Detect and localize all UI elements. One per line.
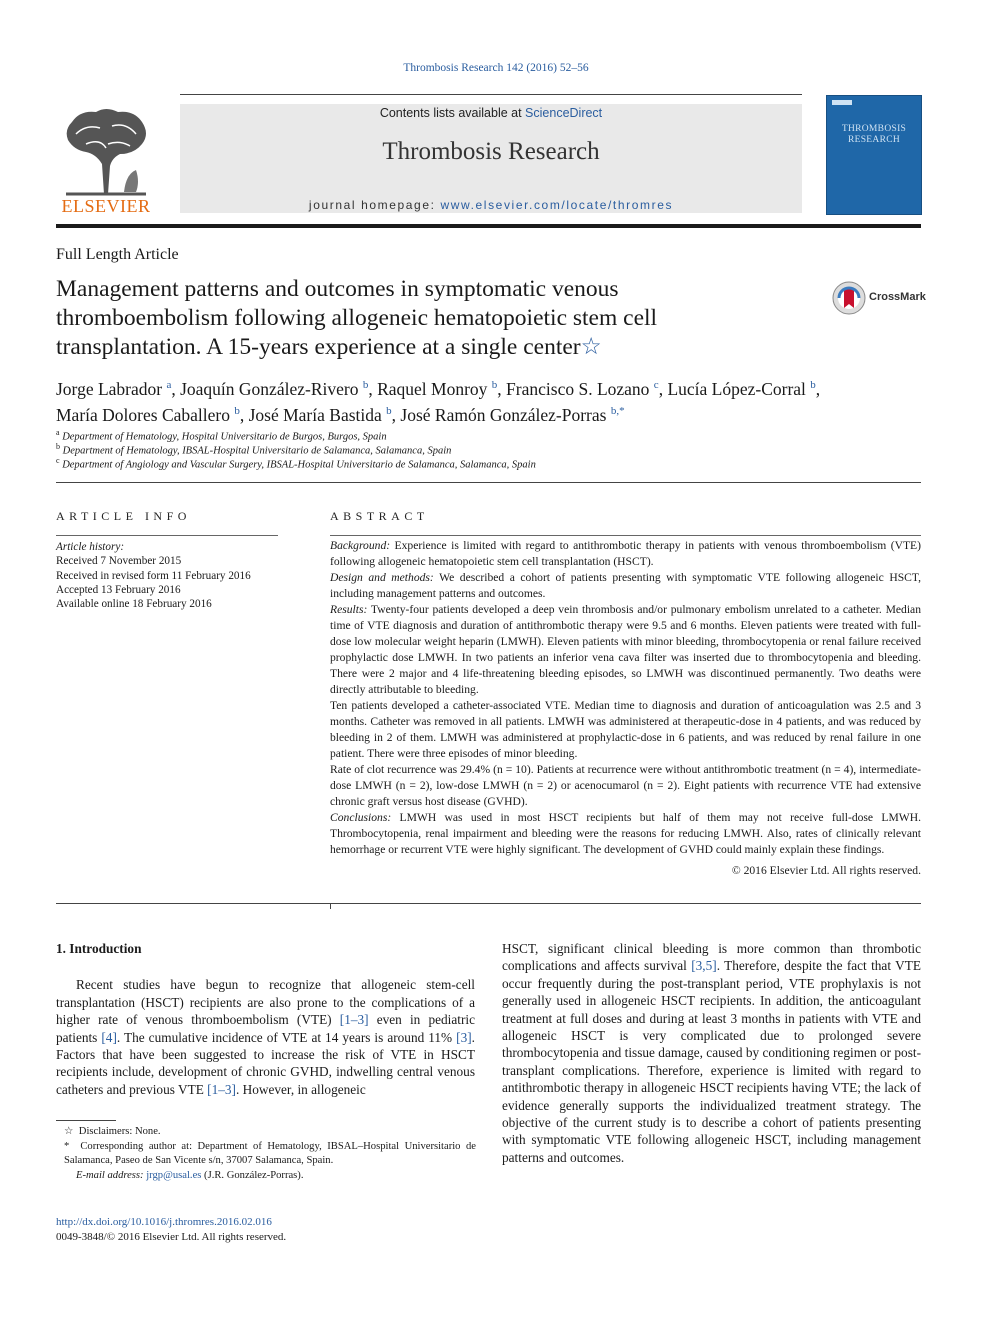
- abstract-results-3: Rate of clot recurrence was 29.4% (n = 10). Patients at recurrence were without antithrombotic treatment (n = 4), intermediate-dose LMWH (n = 2), low-dose LMWH (n = 2) or acenocumarol (n = 2). Eight patients with recurrence VTE had extensive chronic graft versus host disease (GVHD).: [330, 763, 921, 808]
- abstract-methods: Design and methods: We described a cohort of patients presenting with symptomatic VTE following allogeneic HSCT, including management patterns and outcomes.: [330, 571, 921, 600]
- cover-logo-icon: [832, 100, 852, 105]
- intro-paragraph-2: HSCT, significant clinical bleeding is more common than thrombotic complications and affects survival [3,5]. Therefore, despite the fact that VTE occur frequently during the post-transplant period, VTE prophylaxis is not generally used in allogeneic HSCT recipients. In addition, the anticoagulant treatment at full doses and during at least 3 months in patients with VTE and allogeneic HSCT is very complicated due to prolonged severe thrombocytopenia and tissue damage, caused by conditioning regimen or post-transplant complications. Therefore, experience is limited with regard to antithrombotic therapy in allogeneic HSCT recipients having VTE; the lack of evidence generally supports the individualized treatment strategy. The objective of the current study is to describe a cohort of patients presenting with symptomatic VTE following allogeneic HSCT, including management patterns and outcomes.: [502, 941, 921, 1165]
- abstract-conclusions: Conclusions: LMWH was used in most HSCT recipients but half of them may not receive full-dose LMWH. Thrombocytopenia, renal impairment and bleeding were the reasons for reducing LMWH. Also, rates of clinically relevant hemorrhage or recurrent VTE were highly significant. The development of GVHD could mainly explain these findings.: [330, 811, 921, 856]
- author-affiliation-mark[interactable]: b: [362, 379, 369, 391]
- ref-link[interactable]: [3,5]: [691, 958, 717, 974]
- doi-block: [56, 1215, 286, 1245]
- footnotes: [56, 1125, 476, 1183]
- history-received: Received 7 November 2015: [56, 555, 182, 568]
- cover-title: THROMBOSIS RESEARCH: [841, 124, 907, 145]
- contents-line: Contents lists available at ScienceDirect: [379, 106, 603, 120]
- intro-column-left: [56, 940, 475, 1098]
- author-separator: ,: [391, 404, 401, 425]
- intro-paragraph-1: Recent studies have begun to recognize that allogeneic stem-cell transplantation (HSCT) recipients are also prone to the complications of a higher rate of venous thromboembolism (VTE) [1–3] even in pediatric patients [4]. The cumulative incidence of VTE at 14 years is around 11% [3]. Factors that have been suggested to increase the risk of VTE in HSCT recipients include, development of chronic GVHD, indwelling central venous catheters and previous VTE [1–3]. However, in allogeneic: [56, 977, 475, 1097]
- authors-line-2: [56, 400, 936, 426]
- elsevier-wordmark: ELSEVIER: [61, 196, 151, 216]
- crossmark-icon[interactable]: [832, 281, 866, 315]
- intro-column-right: [502, 940, 921, 1166]
- author-affiliation-mark[interactable]: b,*: [610, 404, 625, 417]
- footnote-rule: [56, 1120, 116, 1121]
- article-type: Full Length Article: [56, 246, 179, 263]
- journal-homepage: journal homepage: www.elsevier.com/locate/thromres: [308, 198, 674, 212]
- history-accepted: Accepted 13 February 2016: [56, 583, 181, 596]
- abstract-rule: [330, 535, 921, 536]
- crossmark-label[interactable]: CrossMark: [869, 291, 926, 303]
- author-list: [56, 374, 936, 426]
- abstract-heading: ABSTRACT: [330, 509, 429, 523]
- author-separator: ,: [239, 404, 249, 425]
- abstract-bottom-rule: [56, 903, 921, 904]
- author-name[interactable]: Joaquín González-Rivero: [180, 378, 363, 399]
- article-history: Article history: Received 7 November 2015 Received in revised form 11 February 2016 Accepted 13 February 2016 Available online 18 February 2016: [56, 540, 278, 611]
- abstract-background: Background: Experience is limited with regard to antithrombotic therapy in patients with venous thromboembolism (VTE) following allogeneic hematopoietic stem cell transplantation (HSCT).: [330, 539, 921, 568]
- author-name[interactable]: Jorge Labrador: [56, 378, 167, 399]
- header-bottom-rule: [56, 224, 921, 228]
- title-footnote-mark[interactable]: ☆: [580, 334, 602, 360]
- ref-link[interactable]: [1–3]: [207, 1081, 236, 1097]
- article-info-rule: [56, 535, 278, 536]
- author-name[interactable]: Francisco S. Lozano: [506, 378, 654, 399]
- footnote-corresponding: * Corresponding author at: Department of Hematology, IBSAL–Hospital Universitario de Salamanca, Paseo de San Vicente s/n, 37007 Salamanca, Spain.: [64, 1140, 476, 1166]
- column-tick: [330, 903, 331, 909]
- author-affiliation-mark[interactable]: b: [386, 404, 392, 417]
- authors-line-1: [56, 374, 936, 400]
- author-affiliation-mark[interactable]: b: [234, 404, 240, 417]
- affiliation-b: $^b$ Department of Hematology, IBSAL-Hospital Universitario de Salamanca, Salamanca, Spain: [56, 442, 452, 457]
- author-separator: ,: [815, 378, 821, 399]
- history-revised: Received in revised form 11 February 2016: [56, 569, 251, 582]
- journal-citation: Thrombosis Research 142 (2016) 52–56: [403, 62, 589, 74]
- journal-cover-image: [826, 95, 922, 215]
- doi-link[interactable]: http://dx.doi.org/10.1016/j.thromres.2016.02.016: [56, 1216, 272, 1228]
- article-title: Management patterns and outcomes in symptomatic venous thromboembolism following allogeneic hematopoietic stem cell transplantation. A 15-years experience at a single center☆: [56, 276, 658, 360]
- author-name[interactable]: José María Bastida: [248, 404, 387, 425]
- author-separator: ,: [368, 378, 378, 399]
- ref-link[interactable]: [3]: [456, 1029, 472, 1045]
- abstract-results: Results: Twenty-four patients developed a deep vein thrombosis and/or pulmonary embolism unrelated to a catheter. Median time of VTE diagnosis and duration of antithrombotic therapy were 9.5 and 6 months. Eleven patients were treated with full-dose low molecular weight heparin (LMWH). Eleven patients with minor bleeding, thrombocytopenia or renal failure received prophylactic dose LMWH. In two patients an inferior vena cava filter was inserted due to thrombocytopenia and bleeding. There were 2 major and 4 life-threatening bleeding episodes, so LMWH was discontinued permanently. Two deaths were directly attributable to bleeding.: [330, 603, 921, 696]
- author-affiliation-mark[interactable]: b: [491, 379, 498, 391]
- ref-link[interactable]: [4]: [101, 1029, 117, 1045]
- affiliation-c: $^c$ Department of Angiology and Vascular Surgery, IBSAL-Hospital Universitario de Salamanca, Salamanca, Spain: [56, 456, 536, 471]
- sciencedirect-link[interactable]: ScienceDirect: [525, 106, 603, 120]
- journal-name: Thrombosis Research: [382, 138, 600, 165]
- footnote-email: E-mail address: jrgp@usal.es (J.R. González-Porras).: [76, 1169, 304, 1181]
- author-affiliation-mark[interactable]: c: [653, 379, 659, 391]
- title-bottom-rule: [56, 482, 921, 483]
- author-name[interactable]: María Dolores Caballero: [56, 404, 235, 425]
- author-name[interactable]: Raquel Monroy: [377, 378, 492, 399]
- footnote-disclaimer: ☆ Disclaimers: None.: [64, 1126, 161, 1137]
- author-name[interactable]: José Ramón González-Porras: [400, 404, 611, 425]
- header-rule: [180, 94, 802, 95]
- author-separator: ,: [497, 378, 507, 399]
- abstract-body: [330, 538, 921, 879]
- intro-heading: 1. Introduction: [56, 941, 142, 956]
- abstract-copyright: © 2016 Elsevier Ltd. All rights reserved.: [731, 864, 921, 877]
- author-affiliation-mark[interactable]: b: [810, 379, 816, 391]
- author-affiliation-mark[interactable]: a: [166, 379, 172, 391]
- abstract-results-2: Ten patients developed a catheter-associated VTE. Median time to diagnosis and duration of anticoagulation was 2.5 and 3 months. Catheter was removed in all patients. LMWH was administered at therapeutic-dose in 4 patients, and was reduced by bleeding in 2 of them. LMWH was administered at prophylactic-dose in 6 patients, and was reduced by renal failure in one patient. There were three episodes of minor bleeding.: [330, 699, 921, 760]
- article-info-heading: ARTICLE INFO: [56, 509, 191, 523]
- author-separator: ,: [171, 378, 181, 399]
- author-separator: ,: [658, 378, 668, 399]
- affiliation-a: $^a$ Department of Hematology, Hospital Universitario de Burgos, Burgos, Spain: [56, 428, 387, 443]
- issn-line: 0049-3848/© 2016 Elsevier Ltd. All rights reserved.: [56, 1231, 287, 1243]
- history-online: Available online 18 February 2016: [56, 598, 212, 611]
- email-link[interactable]: jrgp@usal.es: [146, 1169, 202, 1181]
- homepage-link[interactable]: www.elsevier.com/locate/thromres: [440, 198, 674, 212]
- ref-link[interactable]: [1–3]: [339, 1012, 369, 1028]
- author-name[interactable]: Lucía López-Corral: [667, 378, 811, 399]
